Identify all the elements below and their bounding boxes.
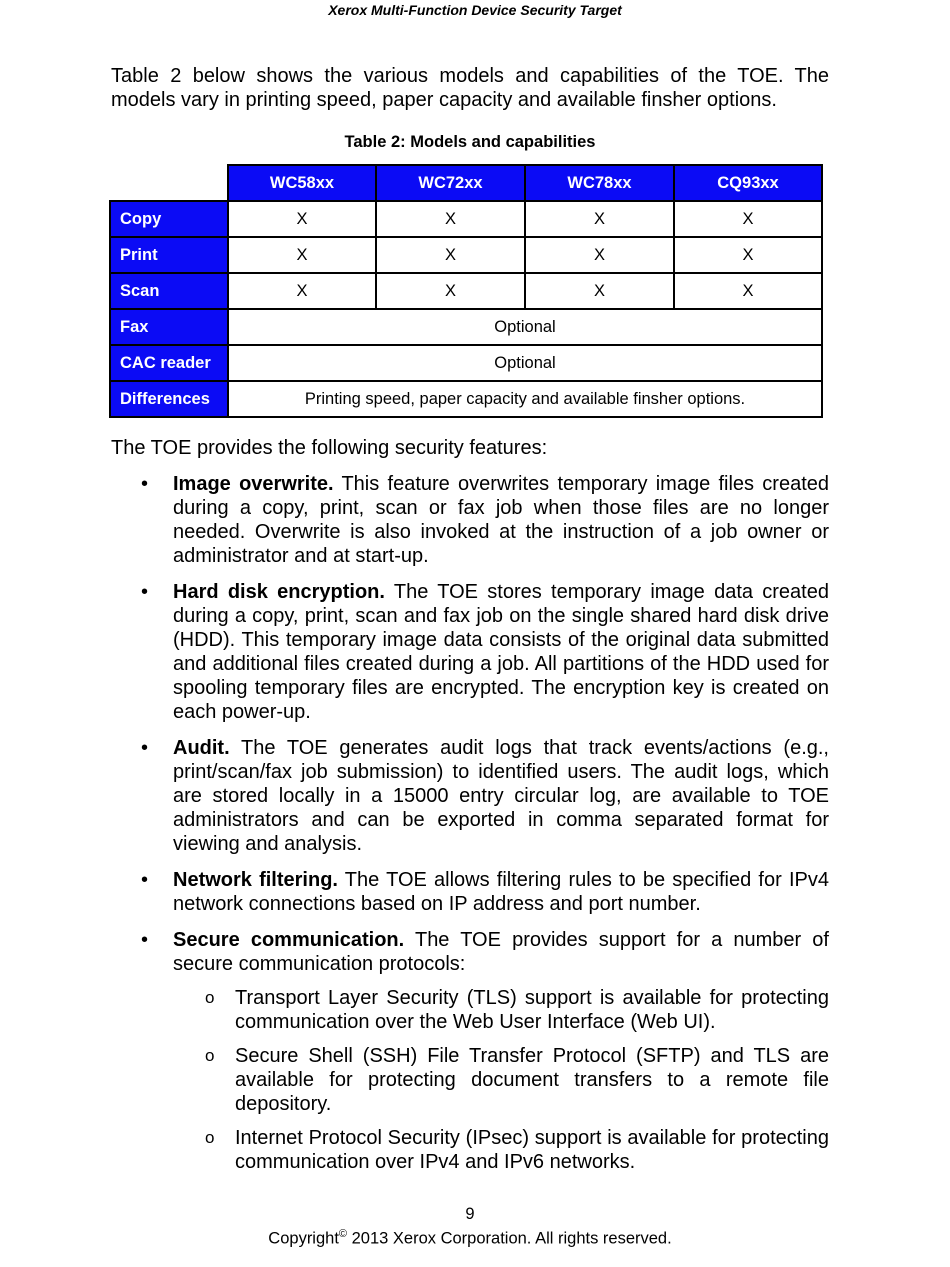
table-row-differences: [110, 381, 822, 417]
table-row-scan: [110, 273, 822, 309]
column-header-cq93xx: CQ93xx: [674, 165, 822, 201]
table-cell: X: [376, 237, 525, 273]
sub-feature-text: Secure Shell (SSH) File Transfer Protocol (SFTP) and TLS are available for protecting document transfers to a remote file depository.: [235, 1045, 829, 1115]
list-item: [111, 472, 829, 568]
table-cell: X: [228, 237, 376, 273]
models-table: [109, 164, 823, 418]
row-header-cac-reader: CAC reader: [110, 345, 228, 381]
merged-cell-differences: Printing speed, paper capacity and available finsher options.: [228, 381, 822, 417]
row-header-copy: Copy: [110, 201, 228, 237]
list-item: [111, 928, 829, 1174]
row-header-differences: Differences: [110, 381, 228, 417]
list-item: [173, 1044, 829, 1116]
table-corner-cell: [110, 165, 228, 201]
list-item: [111, 736, 829, 856]
table-cell: X: [525, 201, 674, 237]
running-header: Xerox Multi-Function Device Security Target: [328, 2, 622, 18]
column-header-wc58xx: WC58xx: [228, 165, 376, 201]
column-header-wc78xx: WC78xx: [525, 165, 674, 201]
table-row-copy: [110, 201, 822, 237]
feature-title: Hard disk encryption.: [173, 581, 385, 603]
merged-cell-cac-reader: Optional: [228, 345, 822, 381]
table-cell: X: [674, 237, 822, 273]
list-item: [111, 868, 829, 916]
table-caption: Table 2: Models and capabilities: [344, 133, 596, 151]
list-item: [173, 1126, 829, 1174]
row-header-print: Print: [110, 237, 228, 273]
page-number: 9: [465, 1205, 475, 1223]
column-header-wc72xx: WC72xx: [376, 165, 525, 201]
table-cell: X: [228, 273, 376, 309]
feature-text: The TOE generates audit logs that track events/actions (e.g., print/scan/fax job submission) to identified users. The audit logs, which are stored locally in a 15000 entry circular log, are available to TOE administrators and can be exported in comma separated format for viewing and analysis.: [173, 737, 829, 855]
feature-text: The TOE allows filtering rules to be specified for IPv4 network connections based on IP address and port number.: [173, 869, 829, 915]
sub-feature-text: Internet Protocol Security (IPsec) support is available for protecting communication over IPv4 and IPv6 networks.: [235, 1127, 829, 1173]
intro-paragraph: Table 2 below shows the various models and capabilities of the TOE. The models vary in printing speed, paper capacity and available finsher options.: [111, 65, 829, 111]
feature-text: This feature overwrites temporary image files created during a copy, print, scan or fax job when those files are no longer needed. Overwrite is also invoked at the instruction of a job owner or administrator and at start-up.: [173, 473, 830, 567]
bullet-icon: •: [141, 869, 149, 891]
row-header-scan: Scan: [110, 273, 228, 309]
feature-title: Network filtering.: [173, 869, 338, 891]
circle-bullet-icon: o: [205, 1128, 215, 1147]
bullet-icon: •: [141, 473, 149, 495]
copyright-footer: [0, 1228, 940, 1249]
circle-bullet-icon: o: [205, 1046, 215, 1065]
feature-text: The TOE provides support for a number of secure communication protocols:: [173, 929, 829, 975]
sub-features-list: [173, 986, 829, 1174]
merged-cell-fax: Optional: [228, 309, 822, 345]
circle-bullet-icon: o: [205, 988, 215, 1007]
features-lead: The TOE provides the following security features:: [111, 437, 548, 459]
table-row-print: [110, 237, 822, 273]
table-cell: X: [674, 273, 822, 309]
copyright-symbol: ©: [338, 1228, 348, 1240]
copyright-prefix: Copyright: [268, 1229, 339, 1248]
table-cell: X: [228, 201, 376, 237]
feature-title: Image overwrite.: [173, 473, 334, 495]
table-cell: X: [525, 237, 674, 273]
table-cell: X: [376, 201, 525, 237]
list-item: [173, 986, 829, 1034]
table-cell: X: [674, 201, 822, 237]
table-header-row: [110, 165, 822, 201]
feature-title: Secure communication.: [173, 929, 405, 951]
features-list: [111, 472, 829, 1186]
feature-text: The TOE stores temporary image data created during a copy, print, scan and fax job on the single shared hard disk drive (HDD). This temporary image data consists of the original data submitted and additional files created during a job. All partitions of the HDD used for spooling temporary files are encrypted. The encryption key is created on each power-up.: [173, 581, 829, 723]
table-cell: X: [376, 273, 525, 309]
feature-title: Audit.: [173, 737, 230, 759]
bullet-icon: •: [141, 581, 149, 603]
bullet-icon: •: [141, 737, 149, 759]
table-row-fax: [110, 309, 822, 345]
copyright-rest: 2013 Xerox Corporation. All rights reserved.: [347, 1229, 672, 1248]
bullet-icon: •: [141, 929, 149, 951]
list-item: [111, 580, 829, 724]
row-header-fax: Fax: [110, 309, 228, 345]
table-cell: X: [525, 273, 674, 309]
sub-feature-text: Transport Layer Security (TLS) support is available for protecting communication over the Web User Interface (Web UI).: [235, 987, 829, 1033]
table-row-cac-reader: [110, 345, 822, 381]
